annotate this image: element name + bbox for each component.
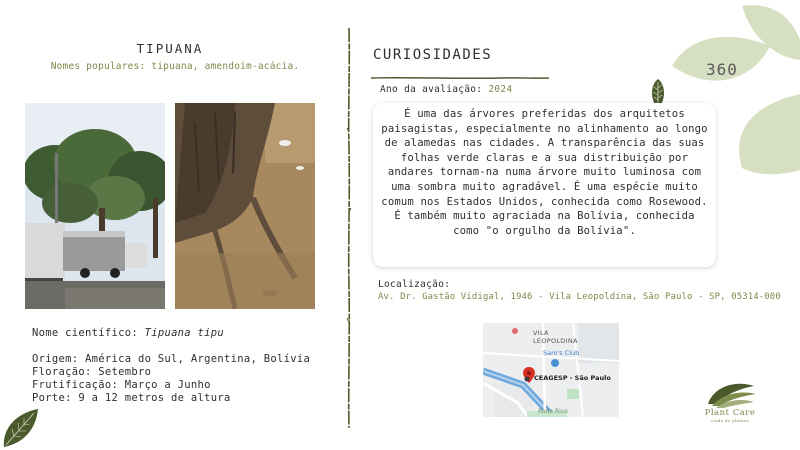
map-district-label: VILA LEOPOLDINA: [533, 329, 578, 345]
brand-name: Plant Care: [704, 408, 756, 418]
origin-text: Origem: América do Sul, Argentina, Bolívia: [32, 353, 311, 365]
location-address[interactable]: Av. Dr. Gastão Vidigal, 1946 - Vila Leopoldina, São Paulo - SP, 05314-000: [378, 292, 781, 302]
evaluation-year-label: Ano da avaliação:: [380, 84, 489, 95]
column-divider: [343, 28, 355, 428]
tree-photo-street: [25, 103, 165, 309]
page-number: 360: [706, 60, 738, 79]
evaluation-year-line: [380, 84, 512, 95]
evaluation-year-value: 2024: [488, 84, 513, 95]
size-text: Porte: 9 a 12 metros de altura: [32, 392, 231, 404]
curiosities-title: CURIOSIDADES: [373, 47, 493, 63]
map-place-3: Roda Rico: [538, 408, 568, 415]
popular-names: Nomes populares: tipuana, amendoim-acácia.: [50, 61, 300, 72]
tree-name-title: TIPUANA: [136, 41, 204, 56]
scientific-name-label: Nome científico:: [32, 327, 145, 339]
flowering-text: Floração: Setembro: [32, 366, 152, 378]
tree-photo-trunk: [175, 103, 315, 309]
brand-tagline: cuide de plantas: [710, 418, 750, 423]
scientific-name: Tipuana tipu: [144, 327, 225, 339]
location-label: Localização:: [378, 279, 451, 290]
map-place-ceagesp: CEAGESP - São Paulo: [534, 374, 611, 382]
location-map[interactable]: [483, 323, 619, 417]
scientific-name-line: [32, 327, 224, 339]
fruiting-text: Frutificação: Março a Junho: [32, 379, 211, 391]
title-underline: [371, 66, 551, 72]
map-place-sams-club: Sam's Club: [543, 349, 580, 357]
tree-info-list: [32, 353, 310, 405]
leaf-icon-bottom: [0, 405, 40, 450]
curiosities-text-box: É uma das árvores preferidas dos arquitetos paisagistas, especialmente no alinhamento ao longo de alamedas nas cidades. A transparência das suas folhas verde claras e a sua distribuição por andares tornam-na numa árvore muito luminosa com uma sombra muito agradável. É uma espécie muito comum nos Estados Unidos, conhecida como Rosewood. É também muito agraciada na Bolívia, conhecida como "o orgulho da Bolívia".: [373, 103, 716, 267]
